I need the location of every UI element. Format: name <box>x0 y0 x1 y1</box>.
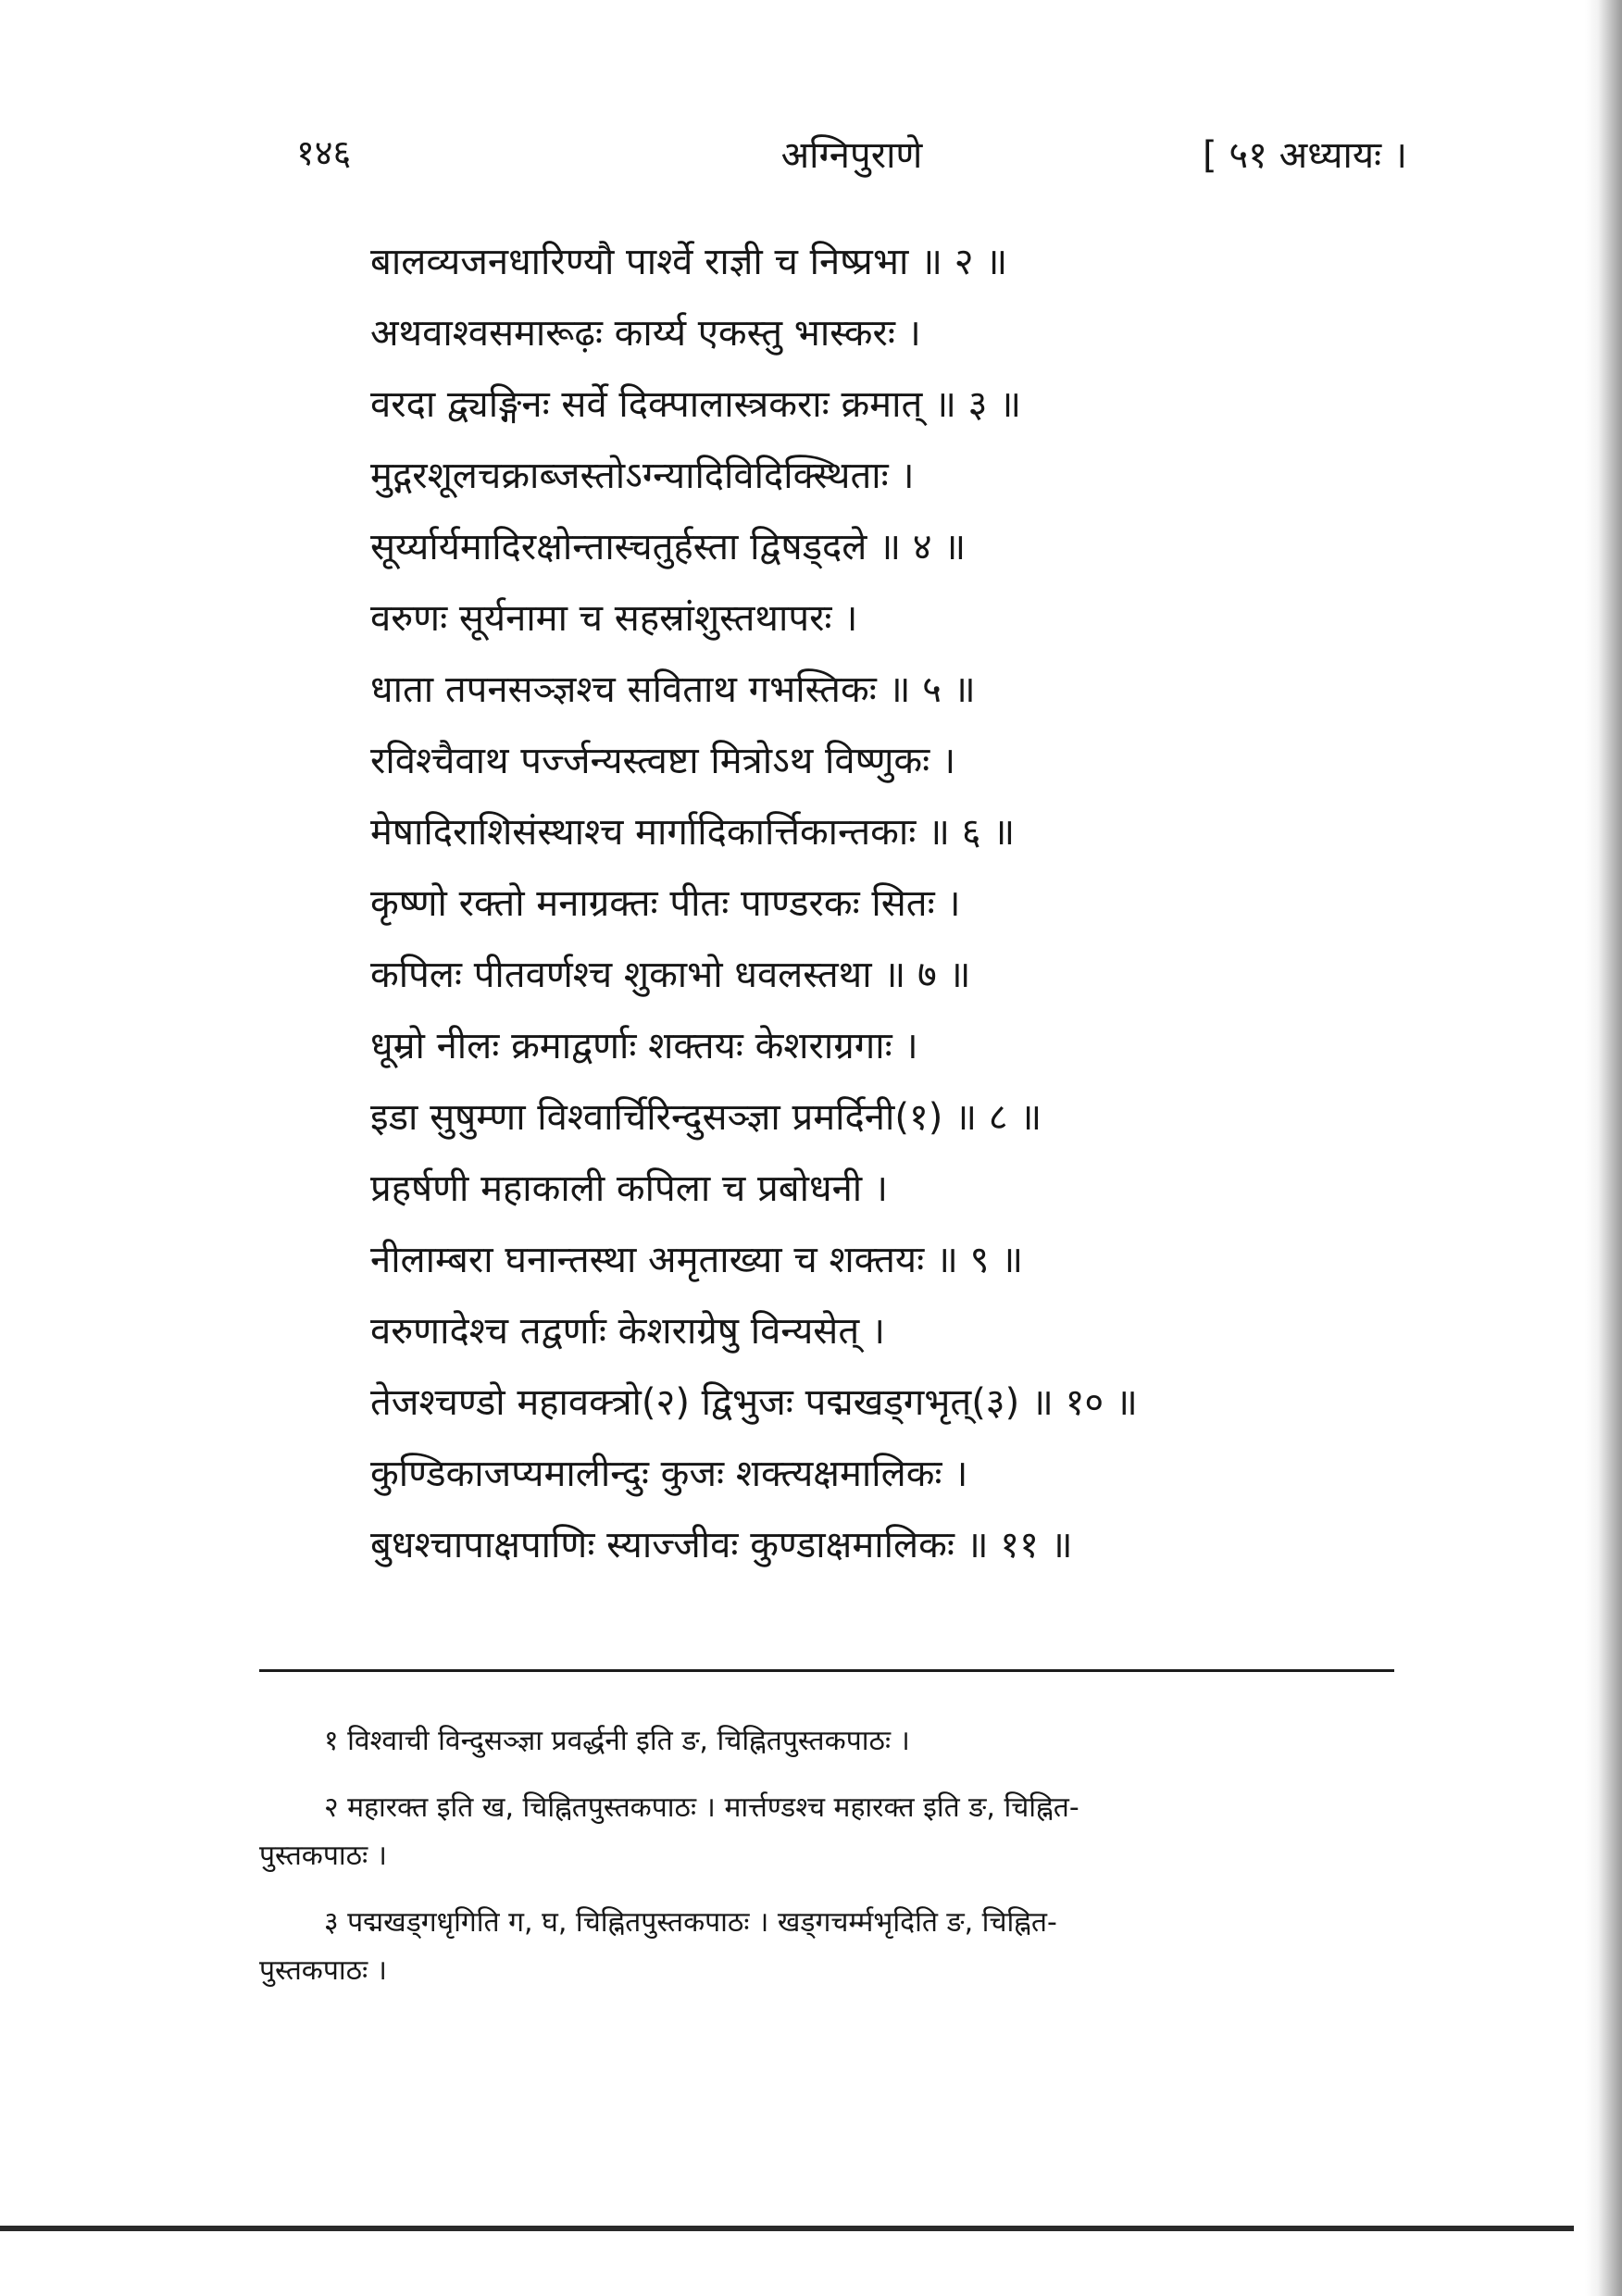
verse-line: अथवाश्वसमारूढ़ः कार्य्य एकस्तु भास्करः । <box>370 312 921 355</box>
page-edge-shadow <box>1585 0 1622 2296</box>
footnote-2-continuation: पुस्तकपाठः । <box>259 1840 388 1872</box>
footnote-1: १ विश्वाची विन्दुसञ्ज्ञा प्रवर्द्धनी इति ङ, चिह्नितपुस्तकपाठः । <box>324 1725 910 1757</box>
footnote-divider <box>259 1669 1394 1672</box>
verse-line: कपिलः पीतवर्णश्च शुकाभो धवलस्तथा ॥ ७ ॥ <box>370 954 971 996</box>
verse-line: मुद्गरशूलचक्राब्जस्तोऽग्न्यादिविदिक्स्थिताः । <box>370 455 915 497</box>
verse-line: नीलाम्बरा घनान्तस्था अमृताख्या च शक्तयः ॥ ९ ॥ <box>370 1239 1024 1281</box>
running-header <box>296 128 1407 183</box>
verse-line: प्रहर्षणी महाकाली कपिला च प्रबोधनी । <box>370 1167 889 1210</box>
book-title: अग्निपुराणे <box>780 134 923 177</box>
verse-line: तेजश्चण्डो महावक्त्रो(२) द्विभुजः पद्मखड्गभृत्(३) ॥ १० ॥ <box>370 1381 1138 1424</box>
verse-line: रविश्चैवाथ पर्ज्जन्यस्त्वष्टा मित्रोऽथ विष्णुकः । <box>370 740 956 782</box>
verse-block <box>370 236 1296 1591</box>
verse-line: धाता तपनसञ्ज्ञश्च सविताथ गभस्तिकः ॥ ५ ॥ <box>370 668 976 711</box>
verse-line: वरदा द्व्यङ्गिनः सर्वे दिक्पालास्त्रकराः क्रमात् ॥ ३ ॥ <box>370 383 1022 426</box>
chapter-label: [ ५१ अध्यायः । <box>1203 134 1407 177</box>
verse-line: धूम्रो नीलः क्रमाद्वर्णाः शक्तयः केशराग्रगाः । <box>370 1025 918 1067</box>
footnote-3: ३ पद्मखड्गधृगिति ग, घ, चिह्नितपुस्तकपाठः । खड्गचर्म्मभृदिति ङ, चिह्नित- <box>324 1906 1057 1939</box>
footnotes <box>259 1717 1407 1995</box>
verse-line: इडा सुषुम्णा विश्वार्चिरिन्दुसञ्ज्ञा प्रमर्दिनी(१) ॥ ८ ॥ <box>370 1096 1042 1139</box>
scan-bottom-edge <box>0 2226 1574 2231</box>
verse-line: सूर्य्यार्यमादिरक्षोन्तास्चतुर्हस्ता द्विषड्दले ॥ ४ ॥ <box>370 526 967 568</box>
verse-line: मेषादिराशिसंस्थाश्च मार्गादिकार्त्तिकान्तकाः ॥ ६ ॥ <box>370 811 1016 854</box>
page-number: १४६ <box>296 132 352 173</box>
verse-line: बालव्यजनधारिण्यौ पार्श्वे राज्ञी च निष्प्रभा ॥ २ ॥ <box>370 241 1008 283</box>
verse-line: कृष्णो रक्तो मनाग्रक्तः पीतः पाण्डरकः सितः । <box>370 882 961 925</box>
verse-line: वरुणादेश्च तद्वर्णाः केशराग्रेषु विन्यसेत् । <box>370 1310 886 1353</box>
footnote-3-continuation: पुस्तकपाठः । <box>259 1954 388 1987</box>
verse-line: वरुणः सूर्यनामा च सहस्रांशुस्तथापरः । <box>370 597 858 640</box>
verse-line: कुण्डिकाजप्यमालीन्दुः कुजः शक्त्यक्षमालिकः । <box>370 1453 968 1495</box>
footnote-2: २ महारक्त इति ख, चिह्नितपुस्तकपाठः । मार्त्तण्डश्च महारक्त इति ङ, चिह्नित- <box>324 1791 1079 1824</box>
verse-line: बुधश्चापाक्षपाणिः स्याज्जीवः कुण्डाक्षमालिकः ॥ ११ ॥ <box>370 1524 1073 1566</box>
